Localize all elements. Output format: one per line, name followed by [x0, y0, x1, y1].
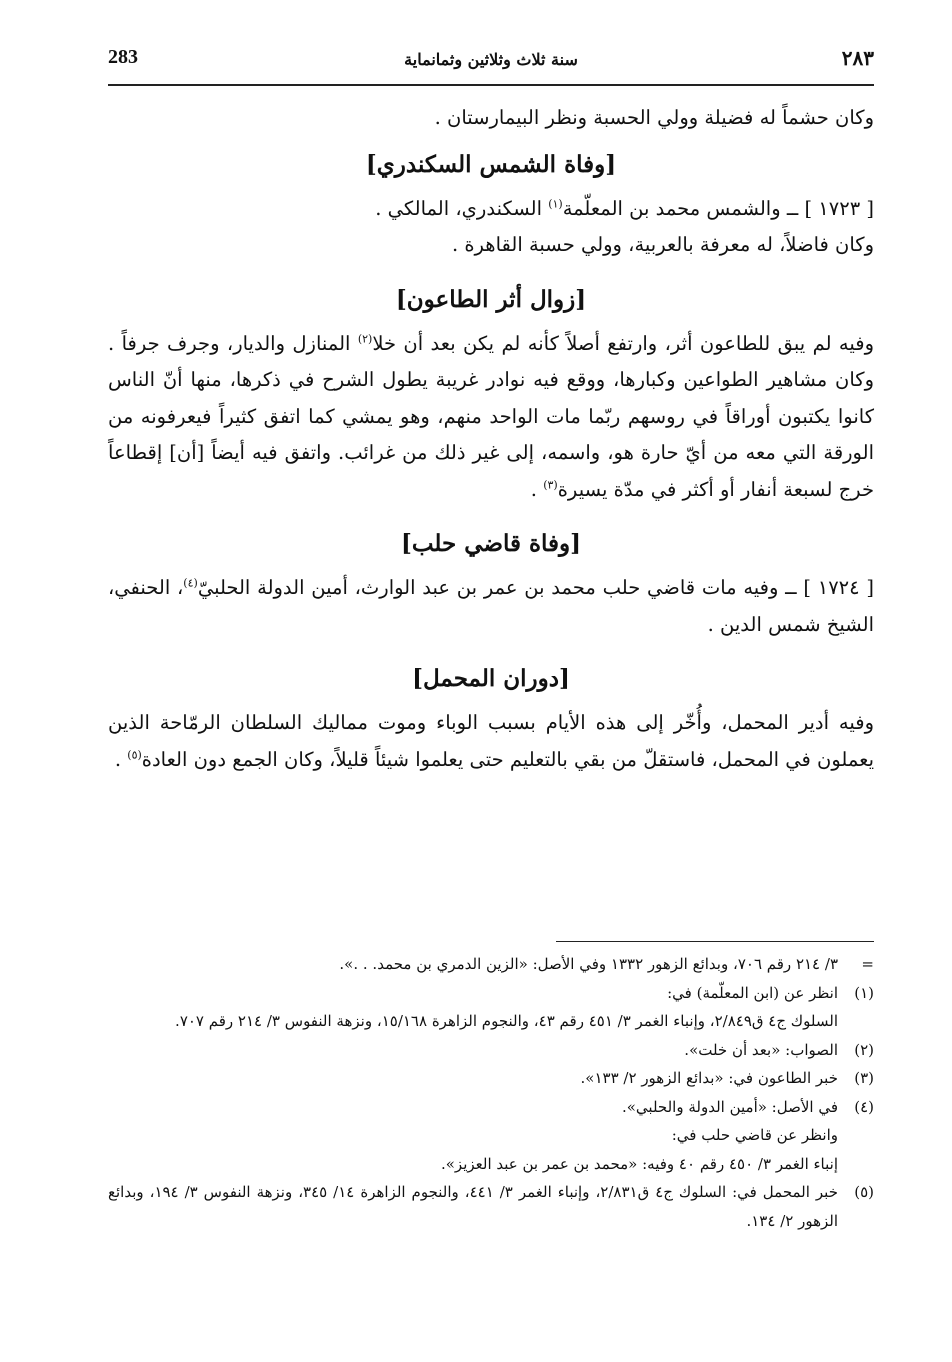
heading-shams-sikandari: [وفاة الشمس السكندري]: [365, 150, 617, 178]
footnote-continuation: [108, 950, 874, 979]
footnote-marker: (٢): [854, 1040, 874, 1059]
footnote-marker: (٣): [854, 1069, 874, 1087]
entry-1723-text: [ ١٧٢٣ ] ــ والشمس محمد بن المعلّمة: [562, 196, 874, 220]
footnote-line: خبر المحمل في: السلوك ج٤ ق٢/٨٣١، وإنباء الغمر ٣/ ٤٤١، والنجوم الزاهرة ١٤/ ٣٤٥، ونزهة النفوس ٣/ ١٩٤، وبدائع الزهور ٢/ ١٣٤.: [108, 1183, 838, 1230]
footnote-ref-3: (٣): [543, 478, 558, 491]
footnote-ref-1: (١): [548, 197, 563, 210]
paragraph-taun-text: وفيه لم يبق للطاعون أثر، وارتفع أصلاً كأنه لم يكن بعد أن خلا: [372, 331, 874, 355]
footnote-ref-5: (٥): [127, 748, 142, 761]
paragraph-mahmal-text-end: .: [114, 747, 128, 771]
footnote-marker: =: [861, 955, 874, 973]
footnotes: [108, 950, 874, 1235]
footnote-marker: (٤): [854, 1097, 874, 1116]
entry-1724-text-end: ، الحنفي، الشيخ شمس الدين .: [108, 576, 874, 636]
footnote-separator: [556, 941, 874, 942]
paragraph-mahmal-text: وفيه أدير المحمل، وأُخّر إلى هذه الأيام بسبب الوباء وموت مماليك السلطان الرمّاحة الذين يعملون في المحمل، فاستقلّ من بقي بالتعليم حتى يعلموا شيئاً قليلاً، وكان الجمع دون العادة: [108, 711, 874, 771]
footnote-3: [108, 1064, 874, 1093]
footnote-marker: (١): [854, 983, 874, 1002]
main-text: [108, 100, 874, 778]
footnote-line: الصواب: «بعد أن خلت».: [684, 1040, 838, 1059]
footnote-line: خبر الطاعون في: «بدائع الزهور ٢/ ١٣٣».: [580, 1069, 838, 1087]
running-header: [108, 40, 874, 86]
footnote-line: في الأصل: «أمين الدولة والحلبي».: [621, 1097, 838, 1116]
footnote-marker: (٥): [854, 1183, 874, 1201]
paragraph-mahmal: [108, 705, 874, 778]
paragraph-taun: [108, 326, 874, 509]
heading-dawran-mahmal: [دوران المحمل]: [412, 665, 570, 692]
heading-qadi-halab: [وفاة قاضي حلب]: [400, 530, 582, 557]
page-number-arabic: ٢٨٣: [841, 46, 874, 70]
footnote-line: ٣/ ٢١٤ رقم ٧٠٦، وبدائع الزهور ١٣٣٢ وفي الأصل: «الزين الدمري بن محمد. . .».: [339, 955, 838, 973]
footnote-ref-4: (٤): [183, 576, 198, 590]
paragraph-hisba: وكان حشماً له فضيلة وولي الحسبة ونظر البيمارستان .: [434, 106, 874, 129]
entry-1723-text-end: السكندري، المالكي .: [375, 196, 549, 220]
footnote-1: [108, 979, 874, 1036]
footnote-ref-2: (٢): [357, 332, 373, 345]
entry-1723: [108, 191, 874, 228]
footnote-line: انظر عن (ابن المعلّمة) في:: [667, 983, 838, 1002]
paragraph-fadil: وكان فاضلاً، له معرفة بالعربية، وولي حسبة القاهرة .: [451, 233, 874, 256]
page-number-latin: 283: [108, 46, 138, 68]
footnote-5: [108, 1178, 874, 1235]
running-title: سنة ثلاث وثلاثين وثمانماية: [404, 50, 578, 69]
heading-zawal-taun: [زوال أثر الطاعون]: [395, 285, 587, 313]
footnote-line: وانظر عن قاضي حلب في:: [671, 1126, 838, 1144]
entry-1724-text: [ ١٧٢٤ ] ــ وفيه مات قاضي حلب محمد بن عمر بن عبد الوارث، أمين الدولة الحلبيّ: [197, 576, 875, 599]
footnote-4: [108, 1093, 874, 1179]
paragraph-taun-text-mid: المنازل والديار، وجرف جرفاً . وكان مشاهير الطواعين وكبارها، ووقع فيه نوادر غريبة يطول الشرح في ذكرها، منها أنّ الناس كانوا يكتبون أوراقاً في روسهم ربّما مات الواحد منهم، وهو يمشي كما اتفق كثيراً فيعرفونه من الورقة التي معه من أيّ حارة هو، واسمه، إلى غير ذلك من غرائب. واتفق فيه أيضاً [أن] إقطاعاً خرج لسبعة أنفار أو أكثر في مدّة يسيرة: [108, 331, 874, 501]
footnote-2: [108, 1036, 874, 1065]
paragraph-taun-text-end: .: [530, 477, 544, 501]
entry-1724: [108, 570, 874, 643]
footnote-line: السلوك ج٤ ق٢/٨٤٩، وإنباء الغمر ٣/ ٤٥١ رقم ٤٣، والنجوم الزاهرة ١٥/١٦٨، ونزهة النفوس ٣/ ٢١٤ رقم ٧٠٧.: [175, 1012, 838, 1030]
footnote-line: إنباء الغمر ٣/ ٤٥٠ رقم ٤٠ وفيه: «محمد بن عمر بن عبد العزيز».: [440, 1154, 838, 1173]
